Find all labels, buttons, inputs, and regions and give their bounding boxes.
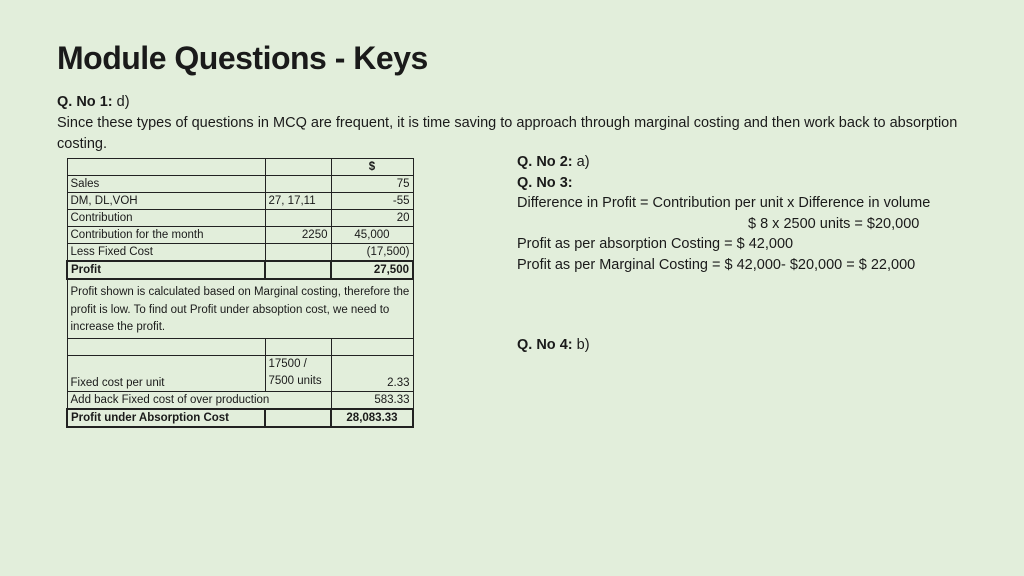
row-label: Contribution [67, 210, 265, 227]
currency-header: $ [331, 159, 413, 176]
absorption-label: Profit under Absorption Cost [67, 409, 265, 427]
question-3-line: Difference in Profit = Contribution per unit x Difference in volume [517, 195, 931, 211]
row-value: 27,500 [331, 261, 413, 279]
question-1 [57, 92, 977, 155]
row-value: 20 [331, 210, 413, 227]
row-value: -55 [331, 193, 413, 210]
row-label: DM, DL,VOH [67, 193, 265, 210]
profit-row [67, 261, 413, 279]
page-title: Module Questions - Keys [57, 40, 428, 76]
question-2 [517, 152, 930, 173]
question-2-answer: a) [576, 154, 590, 170]
table-header-row [67, 159, 413, 176]
row-label: Profit [67, 261, 265, 279]
row-mid [265, 261, 331, 279]
addback-value: 583.33 [331, 391, 413, 409]
fixed-cost-value: 2.33 [331, 355, 413, 391]
addback-label: Add back Fixed cost of over production [67, 391, 331, 409]
question-1-explanation: Since these types of questions in MCQ are frequent, it is time saving to approach through marginal costing and then work back to absorption costing. [57, 115, 958, 152]
question-3-line: $ 8 x 2500 units = $20,000 [748, 215, 920, 232]
table-row [67, 227, 413, 244]
question-3-line: Profit as per absorption Costing = $ 42,000 [517, 236, 794, 252]
question-4-answer: b) [576, 337, 590, 353]
addback-row [67, 391, 413, 409]
question-3-label: Q. No 3: [517, 174, 573, 191]
absorption-value: 28,083.33 [331, 409, 413, 427]
row-value: (17,500) [331, 244, 413, 262]
question-4 [517, 337, 590, 353]
fixed-cost-formula: 17500 / 7500 units [265, 355, 331, 391]
row-value: 75 [331, 176, 413, 193]
calculation-table [66, 158, 414, 428]
fixed-cost-label: Fixed cost per unit [67, 355, 265, 391]
table-row [67, 193, 413, 210]
row-mid: 2250 [265, 227, 331, 244]
question-1-answer: d) [116, 94, 130, 110]
table-row [67, 176, 413, 193]
row-mid [265, 176, 331, 193]
row-label: Sales [67, 176, 265, 193]
row-mid [265, 244, 331, 262]
spacer-row [67, 338, 413, 355]
question-2-label: Q. No 2: [517, 154, 573, 170]
row-label: Less Fixed Cost [67, 244, 265, 262]
row-mid: 27, 17,11 [265, 193, 331, 210]
question-3-line: Profit as per Marginal Costing = $ 42,000- $20,000 = $ 22,000 [517, 256, 916, 273]
table-row [67, 210, 413, 227]
row-mid [265, 210, 331, 227]
absorption-profit-row [67, 409, 413, 427]
table-row [67, 244, 413, 262]
note-row [67, 279, 413, 338]
question-4-label: Q. No 4: [517, 337, 573, 353]
question-1-label: Q. No 1: [57, 94, 113, 110]
fixed-cost-row [67, 355, 413, 391]
row-value: 45,000 [331, 227, 413, 244]
row-label: Contribution for the month [67, 227, 265, 244]
marginal-costing-note: Profit shown is calculated based on Marginal costing, therefore the profit is low. To find out Profit under absoption cost, we need to increase the profit. [67, 279, 413, 338]
answers-panel [517, 152, 930, 275]
